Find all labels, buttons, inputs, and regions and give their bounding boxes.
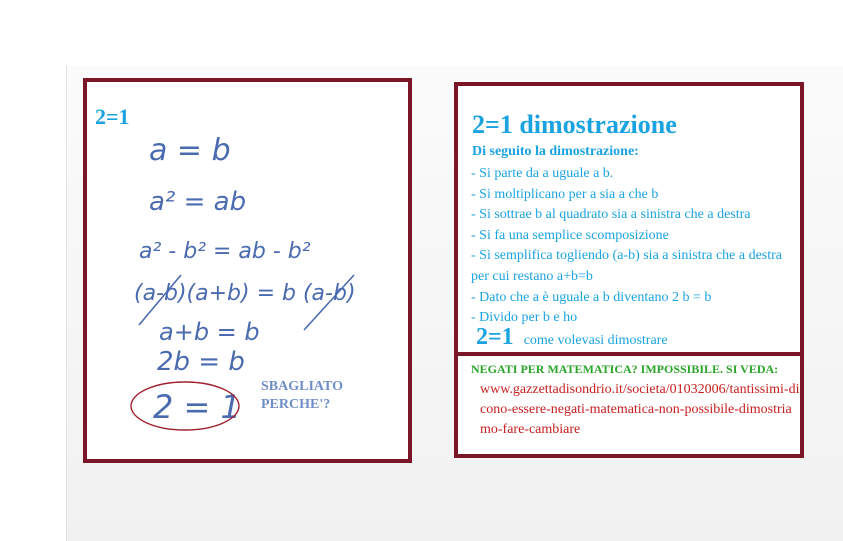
conclusion-text: come volevasi dimostrare	[523, 333, 668, 348]
reference-link[interactable]: www.gazzettadisondrio.it/societa/01032006/tantissimi-dicono-essere-negati-matematica-non-possibile-dimostriamo-fare-cambiare	[480, 382, 800, 437]
proof-step: - Si semplifica togliendo (a-b) sia a sinistra che a destra per cui restano a+b=b	[471, 248, 783, 284]
handwritten-proof-panel	[83, 78, 412, 463]
proof-step: - Si fa una semplice scomposizione	[471, 227, 669, 243]
proof-steps-list	[471, 164, 801, 329]
proof-step: - Dato che a è uguale a b diventano 2 b = b	[471, 289, 712, 305]
proof-step: - Si sottrae b al quadrato sia a sinistra che a destra	[471, 207, 751, 223]
reference-link-panel	[454, 352, 804, 458]
hw-line-3: a² - b² = ab - b²	[139, 239, 311, 264]
reference-heading: NEGATI PER MATEMATICA? IMPOSSIBILE. SI VEDA:	[471, 362, 779, 376]
hw-line-5: a+b = b	[159, 318, 260, 346]
proof-step: - Divido per b e ho	[471, 310, 578, 326]
hw-line-6: 2b = b	[157, 347, 245, 377]
left-panel-title: 2=1	[95, 104, 130, 129]
wrong-label	[261, 378, 381, 414]
hw-line-7: 2 = 1	[153, 388, 241, 426]
proof-conclusion	[476, 324, 668, 351]
proof-subtitle: Di seguito la dimostrazione:	[472, 144, 639, 159]
proof-text-panel	[454, 82, 804, 358]
panel-divider	[456, 353, 798, 356]
hw-line-4: (a-b)(a+b) = b (a-b)	[134, 281, 356, 306]
wrong-label-line1: SBAGLIATO	[261, 379, 343, 394]
proof-step: - Si parte da a uguale a b.	[471, 166, 614, 181]
hw-line-2: a² = ab	[149, 187, 247, 217]
conclusion-equation: 2=1	[476, 324, 514, 350]
right-panel-title: 2=1 dimostrazione	[472, 110, 677, 139]
proof-step: - Si moltiplicano per a sia a che b	[471, 186, 659, 202]
hw-line-1: a = b	[149, 133, 231, 168]
wrong-label-line2: PERCHE'?	[261, 397, 331, 412]
